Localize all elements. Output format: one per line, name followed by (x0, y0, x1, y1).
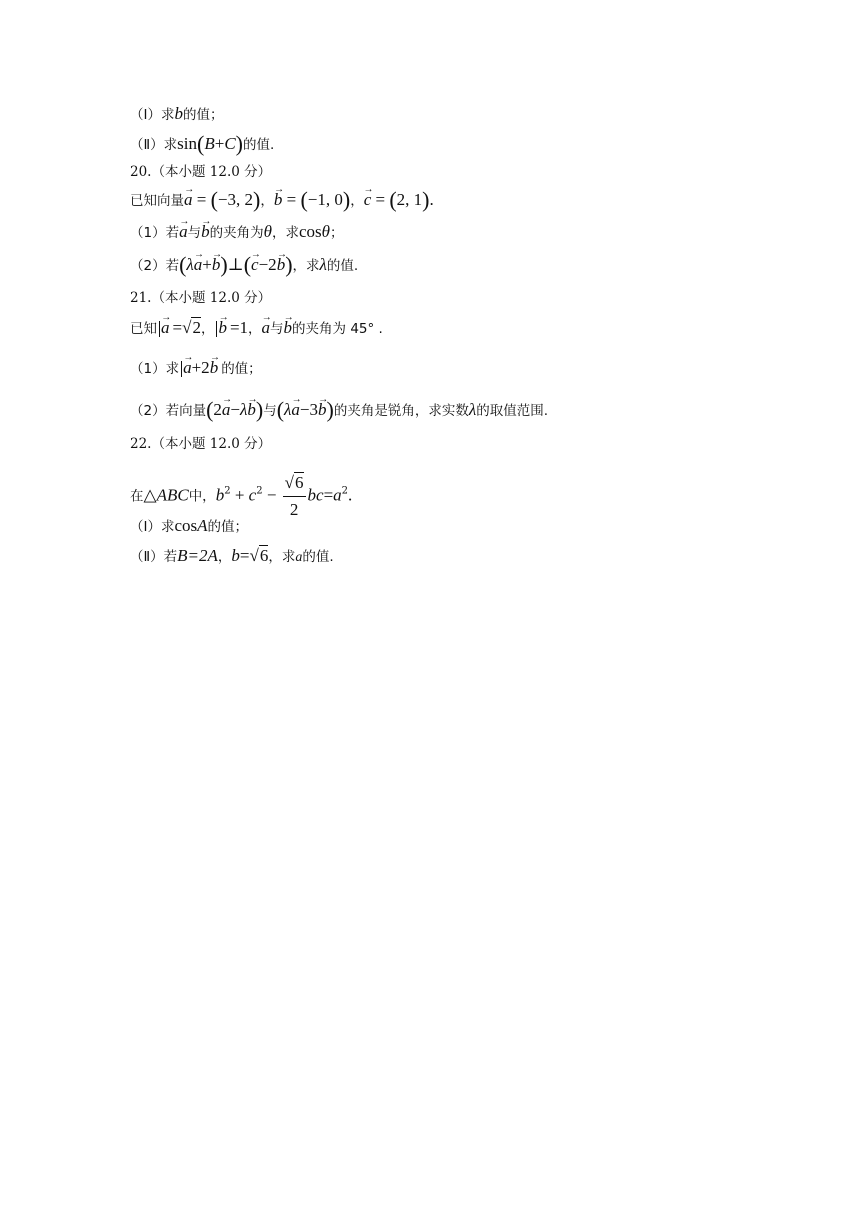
q20-part1: （1）若→ a与→ b的夹角为θ，求cosθ； (130, 222, 343, 243)
q22-given: 在△ABC中，$b^2 + c^2$ − $\frac{√6}{2}$ $bc=a^2$. (130, 470, 352, 523)
q22-part1: （Ⅰ）求cosA的值； (130, 516, 249, 535)
q20-given: 已知向量→ a = (−3, 2)，→ b = (−1, 0)，→ c = (2, 1). (130, 190, 434, 211)
q20-header: 20.（本小题 12.0 分） (130, 164, 272, 180)
q22-part2: （Ⅱ）若B=2A，b=√6，求a的值. (130, 546, 334, 565)
q21-part1: （1）求→ a+2→ b 的值； (130, 358, 262, 379)
q21-given: 已知→ a =√2，→ b =1，→ a与→ b的夹角为 45° . (130, 318, 383, 339)
q22-header: 22.（本小题 12.0 分） (130, 436, 272, 452)
q21-header: 21.（本小题 12.0 分） (130, 290, 272, 306)
q21-part2: （2）若向量(2→ a−λ→ b)与(λ→ a−3→ b)的夹角是锐角，求实数λ的取值范围. (130, 400, 548, 421)
q19-part2: （Ⅱ）求sin(B+C)的值. (130, 131, 275, 156)
q19-part1: （Ⅰ）求b的值； (130, 104, 224, 123)
sqrt6-over-2-fraction: $\frac{√6}{2}$ (283, 470, 306, 523)
q20-part2: （2）若(λ→ a+→ b)⊥(→ c−2→ b)，求λ的值. (130, 255, 358, 276)
